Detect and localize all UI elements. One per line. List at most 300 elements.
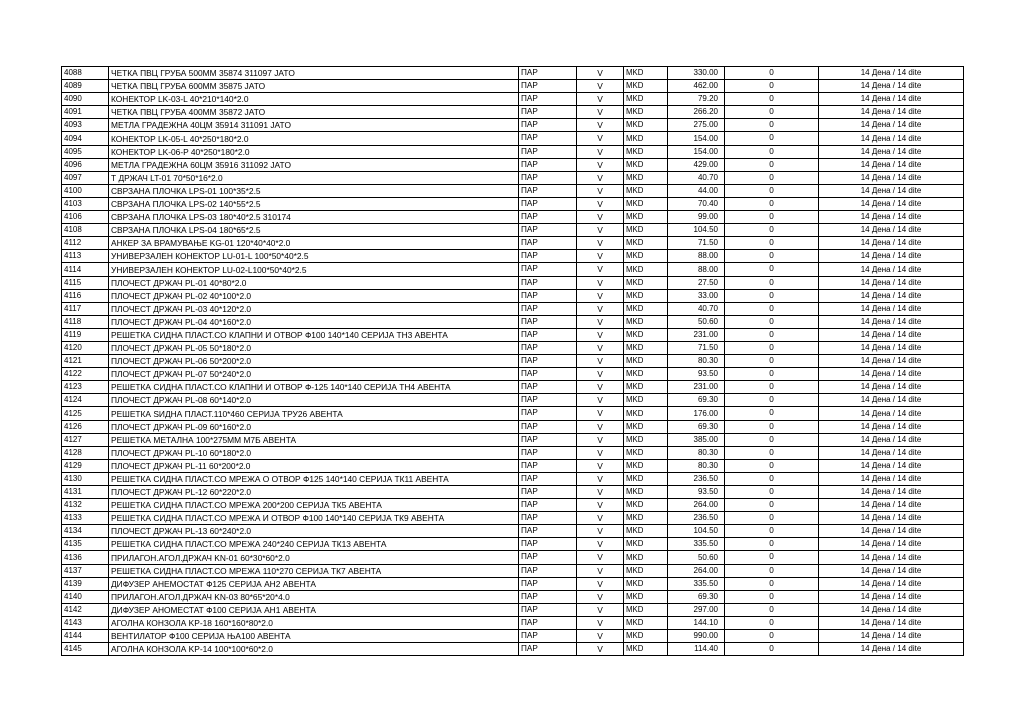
delivery-time-cell: 14 Дена / 14 dite: [819, 106, 964, 119]
quantity-cell: 0: [725, 643, 819, 656]
item-name-cell: ДИФУЗЕР АНОМЕСТАТ Ф100 СЕРИЈА АН1 АВЕНТА: [109, 603, 519, 616]
quantity-cell: 0: [725, 577, 819, 590]
currency-cell: MKD: [624, 590, 668, 603]
unit-cell: ПАР: [519, 643, 577, 656]
quantity-cell: 0: [725, 341, 819, 354]
item-name-cell: ЧЕТКА ПВЦ ГРУБА 600ММ 35875 JATO: [109, 80, 519, 93]
delivery-time-cell: 14 Дена / 14 dite: [819, 459, 964, 472]
delivery-time-cell: 14 Дена / 14 dite: [819, 551, 964, 564]
vat-cell: V: [577, 158, 624, 171]
item-name-cell: ВЕНТИЛАТОР Ф100 СЕРИЈА ЊА100 АВЕНТА: [109, 630, 519, 643]
table-row: [62, 551, 964, 564]
item-code-cell: 4091: [62, 106, 109, 119]
item-name-cell: РЕШЕТКА СИДНА ПЛАСТ.СО МРЕЖА 110*270 СЕРИЈА ТК7 АВЕНТА: [109, 564, 519, 577]
currency-cell: MKD: [624, 643, 668, 656]
item-code-cell: 4106: [62, 211, 109, 224]
price-cell: 264.00: [668, 564, 725, 577]
price-cell: 69.30: [668, 394, 725, 407]
vat-cell: V: [577, 171, 624, 184]
delivery-time-cell: 14 Дена / 14 dite: [819, 538, 964, 551]
item-name-cell: РЕШЕТКА СИДНА ПЛАСТ.СО КЛАПНИ И ОТВОР Ф100 140*140 СЕРИЈА ТН3 АВЕНТА: [109, 328, 519, 341]
unit-cell: ПАР: [519, 564, 577, 577]
currency-cell: MKD: [624, 499, 668, 512]
vat-cell: V: [577, 341, 624, 354]
quantity-cell: 0: [725, 486, 819, 499]
vat-cell: V: [577, 394, 624, 407]
item-code-cell: 4123: [62, 381, 109, 394]
delivery-time-cell: 14 Дена / 14 dite: [819, 289, 964, 302]
item-name-cell: ПЛОЧЕСТ ДРЖАЧ PL-08 60*140*2.0: [109, 394, 519, 407]
unit-cell: ПАР: [519, 603, 577, 616]
item-code-cell: 4095: [62, 145, 109, 158]
currency-cell: MKD: [624, 486, 668, 499]
vat-cell: V: [577, 551, 624, 564]
item-code-cell: 4133: [62, 512, 109, 525]
vat-cell: V: [577, 433, 624, 446]
price-cell: 99.00: [668, 211, 725, 224]
currency-cell: MKD: [624, 538, 668, 551]
delivery-time-cell: 14 Дена / 14 dite: [819, 472, 964, 485]
unit-cell: ПАР: [519, 197, 577, 210]
unit-cell: ПАР: [519, 328, 577, 341]
item-name-cell: СВРЗАНА ПЛОЧКА LPS-03 180*40*2.5 310174: [109, 211, 519, 224]
item-name-cell: СВРЗАНА ПЛОЧКА LPS-02 140*55*2.5: [109, 197, 519, 210]
item-name-cell: СВРЗАНА ПЛОЧКА LPS-04 180*65*2.5: [109, 224, 519, 237]
vat-cell: V: [577, 263, 624, 276]
quantity-cell: 0: [725, 420, 819, 433]
currency-cell: MKD: [624, 616, 668, 629]
table-row: [62, 643, 964, 656]
price-cell: 104.50: [668, 224, 725, 237]
currency-cell: MKD: [624, 407, 668, 420]
quantity-cell: 0: [725, 433, 819, 446]
price-cell: 385.00: [668, 433, 725, 446]
delivery-time-cell: 14 Дена / 14 dite: [819, 590, 964, 603]
item-code-cell: 4115: [62, 276, 109, 289]
vat-cell: V: [577, 368, 624, 381]
vat-cell: V: [577, 446, 624, 459]
vat-cell: V: [577, 67, 624, 80]
table-row: [62, 446, 964, 459]
item-code-cell: 4120: [62, 341, 109, 354]
item-code-cell: 4137: [62, 564, 109, 577]
price-cell: 80.30: [668, 459, 725, 472]
unit-cell: ПАР: [519, 512, 577, 525]
unit-cell: ПАР: [519, 237, 577, 250]
quantity-cell: 0: [725, 106, 819, 119]
table-row: [62, 132, 964, 145]
item-name-cell: ПЛОЧЕСТ ДРЖАЧ PL-01 40*80*2.0: [109, 276, 519, 289]
table-row: [62, 158, 964, 171]
vat-cell: V: [577, 224, 624, 237]
currency-cell: MKD: [624, 420, 668, 433]
item-code-cell: 4145: [62, 643, 109, 656]
item-code-cell: 4122: [62, 368, 109, 381]
unit-cell: ПАР: [519, 630, 577, 643]
table-row: [62, 145, 964, 158]
item-name-cell: АГОЛНА КОНЗОЛА KP-18 160*160*80*2.0: [109, 616, 519, 629]
item-name-cell: ПЛОЧЕСТ ДРЖАЧ PL-10 60*180*2.0: [109, 446, 519, 459]
quantity-cell: 0: [725, 355, 819, 368]
item-name-cell: ПЛОЧЕСТ ДРЖАЧ PL-11 60*200*2.0: [109, 459, 519, 472]
vat-cell: V: [577, 250, 624, 263]
item-code-cell: 4088: [62, 67, 109, 80]
unit-cell: ПАР: [519, 263, 577, 276]
item-name-cell: МЕТЛА ГРАДЕЖНА 60ЦМ 35916 311092 JATO: [109, 158, 519, 171]
item-name-cell: АГОЛНА КОНЗОЛА KP-14 100*100*60*2.0: [109, 643, 519, 656]
unit-cell: ПАР: [519, 486, 577, 499]
table-row: [62, 590, 964, 603]
item-name-cell: КОНЕКТОР LK-06-P 40*250*180*2.0: [109, 145, 519, 158]
price-cell: 69.30: [668, 420, 725, 433]
delivery-time-cell: 14 Дена / 14 dite: [819, 368, 964, 381]
delivery-time-cell: 14 Дена / 14 dite: [819, 603, 964, 616]
price-cell: 50.60: [668, 315, 725, 328]
price-cell: 69.30: [668, 590, 725, 603]
delivery-time-cell: 14 Дена / 14 dite: [819, 184, 964, 197]
item-code-cell: 4140: [62, 590, 109, 603]
unit-cell: ПАР: [519, 446, 577, 459]
vat-cell: V: [577, 119, 624, 132]
quantity-cell: 0: [725, 512, 819, 525]
delivery-time-cell: 14 Дена / 14 dite: [819, 525, 964, 538]
currency-cell: MKD: [624, 250, 668, 263]
table-row: [62, 93, 964, 106]
table-row: [62, 315, 964, 328]
item-code-cell: 4144: [62, 630, 109, 643]
quantity-cell: 0: [725, 564, 819, 577]
delivery-time-cell: 14 Дена / 14 dite: [819, 643, 964, 656]
quantity-cell: 0: [725, 211, 819, 224]
table-row: [62, 328, 964, 341]
quantity-cell: 0: [725, 525, 819, 538]
currency-cell: MKD: [624, 263, 668, 276]
price-cell: 70.40: [668, 197, 725, 210]
currency-cell: MKD: [624, 368, 668, 381]
quantity-cell: 0: [725, 603, 819, 616]
table-row: [62, 433, 964, 446]
price-cell: 40.70: [668, 302, 725, 315]
item-code-cell: 4127: [62, 433, 109, 446]
unit-cell: ПАР: [519, 368, 577, 381]
table-row: [62, 381, 964, 394]
unit-cell: ПАР: [519, 341, 577, 354]
currency-cell: MKD: [624, 197, 668, 210]
unit-cell: ПАР: [519, 119, 577, 132]
unit-cell: ПАР: [519, 276, 577, 289]
unit-cell: ПАР: [519, 132, 577, 145]
item-name-cell: КОНЕКТОР LK-03-L 40*210*140*2.0: [109, 93, 519, 106]
item-name-cell: КОНЕКТОР LK-05-L 40*250*180*2.0: [109, 132, 519, 145]
item-code-cell: 4100: [62, 184, 109, 197]
item-code-cell: 4130: [62, 472, 109, 485]
item-code-cell: 4134: [62, 525, 109, 538]
delivery-time-cell: 14 Дена / 14 dite: [819, 486, 964, 499]
delivery-time-cell: 14 Дена / 14 dite: [819, 341, 964, 354]
price-cell: 335.50: [668, 538, 725, 551]
unit-cell: ПАР: [519, 355, 577, 368]
currency-cell: MKD: [624, 394, 668, 407]
table-row: [62, 289, 964, 302]
vat-cell: V: [577, 486, 624, 499]
table-row: [62, 224, 964, 237]
table-row: [62, 499, 964, 512]
currency-cell: MKD: [624, 211, 668, 224]
table-row: [62, 420, 964, 433]
table-row: [62, 368, 964, 381]
currency-cell: MKD: [624, 459, 668, 472]
unit-cell: ПАР: [519, 211, 577, 224]
currency-cell: MKD: [624, 603, 668, 616]
item-name-cell: РЕШЕТКА СИДНА ПЛАСТ.СО МРЕЖА О ОТВОР Ф125 140*140 СЕРИЈА ТК11 АВЕНТА: [109, 472, 519, 485]
item-name-cell: ПЛОЧЕСТ ДРЖАЧ PL-06 50*200*2.0: [109, 355, 519, 368]
table-row: [62, 250, 964, 263]
vat-cell: V: [577, 420, 624, 433]
vat-cell: V: [577, 211, 624, 224]
vat-cell: V: [577, 381, 624, 394]
item-name-cell: ПЛОЧЕСТ ДРЖАЧ PL-13 60*240*2.0: [109, 525, 519, 538]
price-cell: 93.50: [668, 368, 725, 381]
unit-cell: ПАР: [519, 184, 577, 197]
price-cell: 50.60: [668, 551, 725, 564]
quantity-cell: 0: [725, 407, 819, 420]
item-name-cell: РЕШЕТКА СИДНА ПЛАСТ.СО МРЕЖА 240*240 СЕРИЈА ТК13 АВЕНТА: [109, 538, 519, 551]
item-code-cell: 4128: [62, 446, 109, 459]
item-code-cell: 4126: [62, 420, 109, 433]
vat-cell: V: [577, 184, 624, 197]
delivery-time-cell: 14 Дена / 14 dite: [819, 80, 964, 93]
item-name-cell: УНИВЕРЗАЛЕН КОНЕКТОР LU-02-L100*50*40*2.5: [109, 263, 519, 276]
currency-cell: MKD: [624, 106, 668, 119]
price-cell: 71.50: [668, 237, 725, 250]
price-cell: 44.00: [668, 184, 725, 197]
currency-cell: MKD: [624, 315, 668, 328]
quantity-cell: 0: [725, 250, 819, 263]
delivery-time-cell: 14 Дена / 14 dite: [819, 420, 964, 433]
vat-cell: V: [577, 106, 624, 119]
item-name-cell: РЕШЕТКА СИДНА ПЛАСТ.СО МРЕЖА И ОТВОР Ф100 140*140 СЕРИЈА ТК9 АВЕНТА: [109, 512, 519, 525]
item-name-cell: ПЛОЧЕСТ ДРЖАЧ PL-04 40*160*2.0: [109, 315, 519, 328]
delivery-time-cell: 14 Дена / 14 dite: [819, 433, 964, 446]
quantity-cell: 0: [725, 276, 819, 289]
delivery-time-cell: 14 Дена / 14 dite: [819, 145, 964, 158]
unit-cell: ПАР: [519, 394, 577, 407]
unit-cell: ПАР: [519, 289, 577, 302]
vat-cell: V: [577, 538, 624, 551]
unit-cell: ПАР: [519, 551, 577, 564]
delivery-time-cell: 14 Дена / 14 dite: [819, 93, 964, 106]
unit-cell: ПАР: [519, 302, 577, 315]
price-cell: 88.00: [668, 250, 725, 263]
price-cell: 80.30: [668, 355, 725, 368]
currency-cell: MKD: [624, 564, 668, 577]
item-code-cell: 4118: [62, 315, 109, 328]
item-code-cell: 4089: [62, 80, 109, 93]
table-row: [62, 525, 964, 538]
item-code-cell: 4113: [62, 250, 109, 263]
table-row: [62, 459, 964, 472]
vat-cell: V: [577, 407, 624, 420]
unit-cell: ПАР: [519, 420, 577, 433]
delivery-time-cell: 14 Дена / 14 dite: [819, 211, 964, 224]
unit-cell: ПАР: [519, 590, 577, 603]
quantity-cell: 0: [725, 394, 819, 407]
vat-cell: V: [577, 197, 624, 210]
price-cell: 231.00: [668, 381, 725, 394]
currency-cell: MKD: [624, 289, 668, 302]
item-code-cell: 4117: [62, 302, 109, 315]
table-row: [62, 211, 964, 224]
vat-cell: V: [577, 643, 624, 656]
vat-cell: V: [577, 302, 624, 315]
price-cell: 429.00: [668, 158, 725, 171]
unit-cell: ПАР: [519, 67, 577, 80]
item-name-cell: УНИВЕРЗАЛЕН КОНЕКТОР LU-01-L 100*50*40*2.5: [109, 250, 519, 263]
vat-cell: V: [577, 355, 624, 368]
item-name-cell: ПРИЛАГОН.АГОЛ.ДРЖАЧ KN-03 80*65*20*4.0: [109, 590, 519, 603]
table-row: [62, 80, 964, 93]
price-cell: 236.50: [668, 472, 725, 485]
table-row: [62, 197, 964, 210]
delivery-time-cell: 14 Дена / 14 dite: [819, 381, 964, 394]
price-cell: 275.00: [668, 119, 725, 132]
quantity-cell: 0: [725, 289, 819, 302]
item-name-cell: ПЛОЧЕСТ ДРЖАЧ PL-09 60*160*2.0: [109, 420, 519, 433]
delivery-time-cell: 14 Дена / 14 dite: [819, 407, 964, 420]
unit-cell: ПАР: [519, 459, 577, 472]
unit-cell: ПАР: [519, 171, 577, 184]
quantity-cell: 0: [725, 630, 819, 643]
currency-cell: MKD: [624, 328, 668, 341]
vat-cell: V: [577, 93, 624, 106]
currency-cell: MKD: [624, 446, 668, 459]
table-row: [62, 394, 964, 407]
price-cell: 330.00: [668, 67, 725, 80]
table-row: [62, 67, 964, 80]
table-row: [62, 263, 964, 276]
unit-cell: ПАР: [519, 80, 577, 93]
price-cell: 154.00: [668, 145, 725, 158]
table-row: [62, 616, 964, 629]
price-cell: 236.50: [668, 512, 725, 525]
item-code-cell: 4136: [62, 551, 109, 564]
currency-cell: MKD: [624, 158, 668, 171]
quantity-cell: 0: [725, 145, 819, 158]
delivery-time-cell: 14 Дена / 14 dite: [819, 119, 964, 132]
item-code-cell: 4090: [62, 93, 109, 106]
delivery-time-cell: 14 Дена / 14 dite: [819, 355, 964, 368]
currency-cell: MKD: [624, 132, 668, 145]
vat-cell: V: [577, 512, 624, 525]
currency-cell: MKD: [624, 630, 668, 643]
delivery-time-cell: 14 Дена / 14 dite: [819, 171, 964, 184]
price-cell: 297.00: [668, 603, 725, 616]
table-row: [62, 276, 964, 289]
quantity-cell: 0: [725, 459, 819, 472]
item-name-cell: ПЛОЧЕСТ ДРЖАЧ PL-02 40*100*2.0: [109, 289, 519, 302]
quantity-cell: 0: [725, 224, 819, 237]
price-cell: 104.50: [668, 525, 725, 538]
item-code-cell: 4094: [62, 132, 109, 145]
quantity-cell: 0: [725, 472, 819, 485]
price-cell: 266.20: [668, 106, 725, 119]
quantity-cell: 0: [725, 381, 819, 394]
item-code-cell: 4124: [62, 394, 109, 407]
item-name-cell: Т ДРЖАЧ LT-01 70*50*16*2.0: [109, 171, 519, 184]
quantity-cell: 0: [725, 67, 819, 80]
item-name-cell: РЕШЕТКА СИДНА ПЛАСТ.СО КЛАПНИ И ОТВОР Ф-125 140*140 СЕРИЈА ТН4 АВЕНТА: [109, 381, 519, 394]
unit-cell: ПАР: [519, 224, 577, 237]
table-row: [62, 341, 964, 354]
quantity-cell: 0: [725, 197, 819, 210]
price-cell: 114.40: [668, 643, 725, 656]
item-code-cell: 4108: [62, 224, 109, 237]
quantity-cell: 0: [725, 328, 819, 341]
item-code-cell: 4142: [62, 603, 109, 616]
currency-cell: MKD: [624, 551, 668, 564]
item-code-cell: 4143: [62, 616, 109, 629]
quantity-cell: 0: [725, 368, 819, 381]
table-row: [62, 184, 964, 197]
table-row: [62, 119, 964, 132]
delivery-time-cell: 14 Дена / 14 dite: [819, 630, 964, 643]
currency-cell: MKD: [624, 93, 668, 106]
table-row: [62, 564, 964, 577]
currency-cell: MKD: [624, 341, 668, 354]
currency-cell: MKD: [624, 145, 668, 158]
quantity-cell: 0: [725, 590, 819, 603]
item-name-cell: РЕШЕТКА МЕТАЛНА 100*275ММ М7Б АВЕНТА: [109, 433, 519, 446]
currency-cell: MKD: [624, 80, 668, 93]
delivery-time-cell: 14 Дена / 14 dite: [819, 67, 964, 80]
currency-cell: MKD: [624, 525, 668, 538]
table-row: [62, 302, 964, 315]
item-code-cell: 4112: [62, 237, 109, 250]
price-cell: 990.00: [668, 630, 725, 643]
price-cell: 79.20: [668, 93, 725, 106]
item-code-cell: 4121: [62, 355, 109, 368]
quantity-cell: 0: [725, 302, 819, 315]
item-name-cell: МЕТЛА ГРАДЕЖНА 40ЦМ 35914 311091 JATO: [109, 119, 519, 132]
delivery-time-cell: 14 Дена / 14 dite: [819, 564, 964, 577]
quantity-cell: 0: [725, 158, 819, 171]
unit-cell: ПАР: [519, 616, 577, 629]
currency-cell: MKD: [624, 276, 668, 289]
delivery-time-cell: 14 Дена / 14 dite: [819, 276, 964, 289]
price-cell: 88.00: [668, 263, 725, 276]
quantity-cell: 0: [725, 184, 819, 197]
item-name-cell: ПРИЛАГОН.АГОЛ.ДРЖАЧ KN-01 60*30*60*2.0: [109, 551, 519, 564]
unit-cell: ПАР: [519, 315, 577, 328]
item-code-cell: 4119: [62, 328, 109, 341]
item-name-cell: ПЛОЧЕСТ ДРЖАЧ PL-05 50*180*2.0: [109, 341, 519, 354]
quantity-cell: 0: [725, 263, 819, 276]
price-cell: 33.00: [668, 289, 725, 302]
price-cell: 40.70: [668, 171, 725, 184]
quantity-cell: 0: [725, 551, 819, 564]
vat-cell: V: [577, 315, 624, 328]
price-cell: 93.50: [668, 486, 725, 499]
vat-cell: V: [577, 237, 624, 250]
quantity-cell: 0: [725, 499, 819, 512]
item-code-cell: 4132: [62, 499, 109, 512]
vat-cell: V: [577, 499, 624, 512]
unit-cell: ПАР: [519, 106, 577, 119]
vat-cell: V: [577, 577, 624, 590]
unit-cell: ПАР: [519, 250, 577, 263]
vat-cell: V: [577, 276, 624, 289]
currency-cell: MKD: [624, 184, 668, 197]
